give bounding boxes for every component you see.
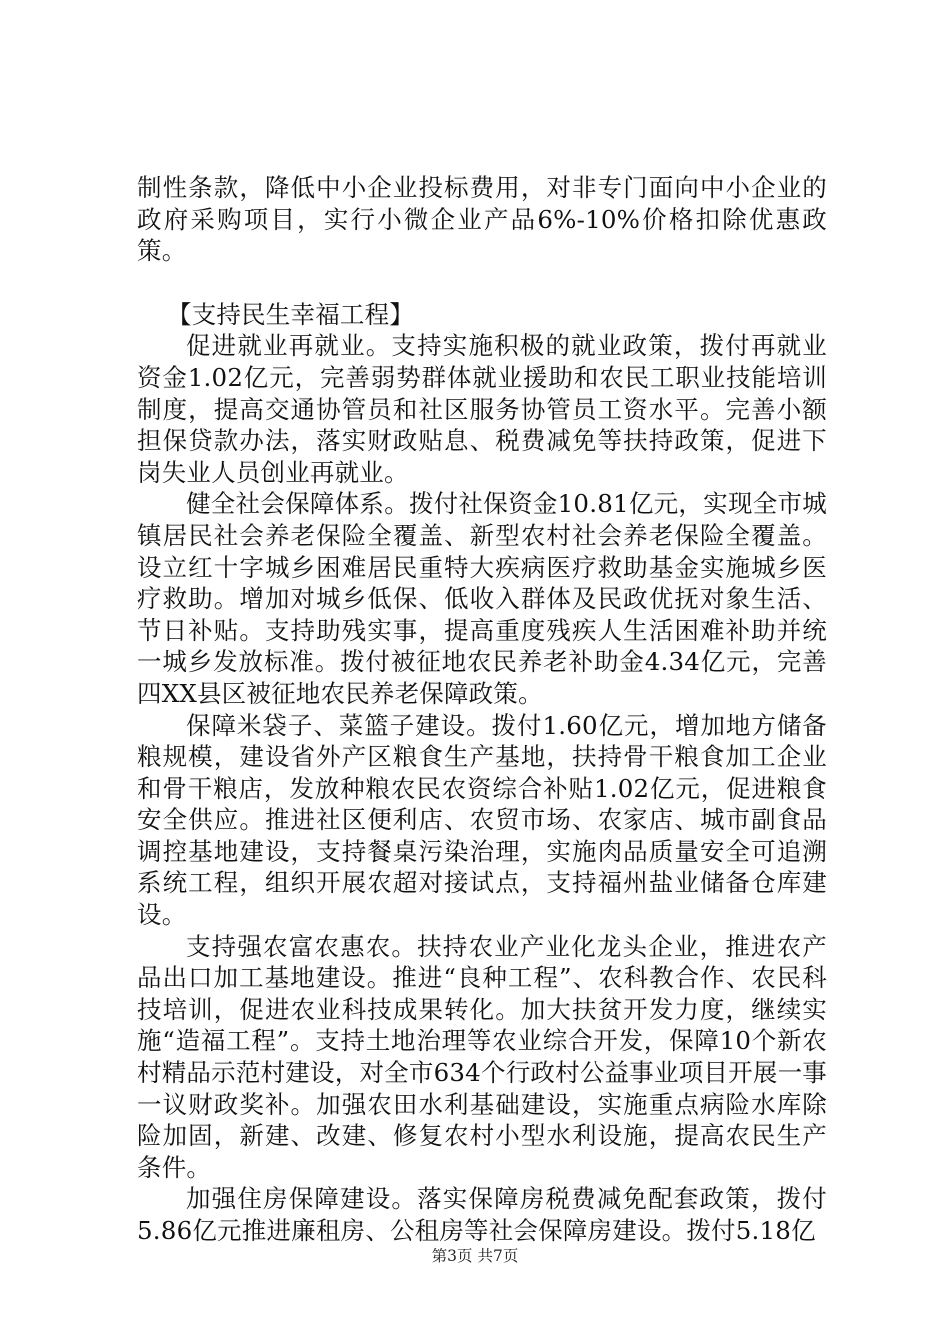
section-heading: 【支持民生幸福工程】 (167, 299, 414, 329)
paragraph-housing: 加强住房保障建设。落实保障房税费减免配套政策，拨付5.86亿元推进廉租房、公租房等社会保障房建设。拨付5.18亿 (137, 1184, 827, 1245)
paragraph-social-security: 健全社会保障体系。拨付社保资金10.81亿元，实现全市城镇居民社会养老保险全覆盖、新型农村社会养老保险全覆盖。设立红十字城乡困难居民重特大疾病医疗救助基金实施城乡医疗救助。增加对城乡低保、低收入群体及民政优抚对象生活、节日补贴。支持助残实事，提高重度残疾人生活困难补助并统一城乡发放标准。拨付被征地农民养老补助金4.34亿元，完善四XX县区被征地农民养老保障政策。 (137, 489, 827, 708)
paragraph-continuation: 制性条款，降低中小企业投标费用，对非专门面向中小企业的政府采购项目，实行小微企业产品6%-10%价格扣除优惠政策。 (137, 173, 827, 266)
document-body (137, 172, 827, 1247)
paragraph-employment: 促进就业再就业。支持实施积极的就业政策，拨付再就业资金1.02亿元，完善弱势群体就业援助和农民工职业技能培训制度，提高交通协管员和社区服务协管员工资水平。完善小额担保贷款办法，落实财政贴息、税费减免等扶持政策，促进下岗失业人员创业再就业。 (137, 331, 827, 487)
page-number-footer: 第3页 共7页 (431, 1247, 519, 1265)
paragraph-food-supply: 保障米袋子、菜篮子建设。拨付1.60亿元，增加地方储备粮规模，建设省外产区粮食生产基地，扶持骨干粮食加工企业和骨干粮店，发放种粮农民农资综合补贴1.02亿元，促进粮食安全供应。推进社区便利店、农贸市场、农家店、城市副食品调控基地建设，支持餐桌污染治理，实施肉品质量安全可追溯系统工程，组织开展农超对接试点，支持福州盐业储备仓库建设。 (137, 710, 827, 930)
paragraph-agriculture: 支持强农富农惠农。扶持农业产业化龙头企业，推进农产品出口加工基地建设。推进“良种工程”、农科教合作、农民科技培训，促进农业科技成果转化。加大扶贫开发力度，继续实施“造福工程”。支持土地治理等农业综合开发，保障10个新农村精品示范村建设，对全市634个行政村公益事业项目开展一事一议财政奖补。加强农田水利基础建设，实施重点病险水库除险加固，新建、改建、修复农村小型水利设施，提高农民生产条件。 (137, 931, 827, 1182)
